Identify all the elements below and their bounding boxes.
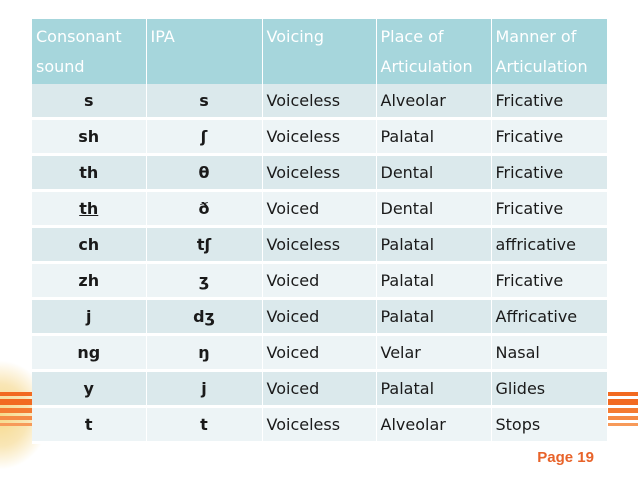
header-consonant-sound: Consonant sound bbox=[32, 19, 146, 84]
table-row bbox=[32, 155, 607, 191]
cell-voicing: Voiced bbox=[262, 371, 376, 407]
cell-sound: th bbox=[32, 191, 146, 227]
cell-ipa: tʃ bbox=[146, 227, 262, 263]
cell-manner: Fricative bbox=[491, 191, 607, 227]
cell-place: Alveolar bbox=[376, 84, 491, 119]
cell-manner: affricative bbox=[491, 227, 607, 263]
table-row bbox=[32, 191, 607, 227]
header-voicing: Voicing bbox=[262, 19, 376, 84]
header-ipa: IPA bbox=[146, 19, 262, 84]
cell-voicing: Voiced bbox=[262, 335, 376, 371]
table-row bbox=[32, 227, 607, 263]
cell-sound: sh bbox=[32, 119, 146, 155]
cell-ipa: ʒ bbox=[146, 263, 262, 299]
table-row bbox=[32, 335, 607, 371]
cell-manner: Fricative bbox=[491, 155, 607, 191]
cell-ipa: j bbox=[146, 371, 262, 407]
page-number: Page 19 bbox=[537, 449, 594, 466]
cell-voicing: Voiced bbox=[262, 299, 376, 335]
cell-sound: t bbox=[32, 407, 146, 443]
cell-voicing: Voiceless bbox=[262, 119, 376, 155]
cell-ipa: t bbox=[146, 407, 262, 443]
cell-ipa: ŋ bbox=[146, 335, 262, 371]
cell-place: Palatal bbox=[376, 371, 491, 407]
cell-sound: zh bbox=[32, 263, 146, 299]
cell-sound: s bbox=[32, 84, 146, 119]
cell-sound: y bbox=[32, 371, 146, 407]
cell-voicing: Voiced bbox=[262, 191, 376, 227]
cell-ipa: ð bbox=[146, 191, 262, 227]
cell-ipa: θ bbox=[146, 155, 262, 191]
table-row bbox=[32, 263, 607, 299]
cell-voicing: Voiceless bbox=[262, 155, 376, 191]
cell-manner: Glides bbox=[491, 371, 607, 407]
cell-sound: ch bbox=[32, 227, 146, 263]
table-row bbox=[32, 407, 607, 443]
cell-place: Alveolar bbox=[376, 407, 491, 443]
cell-place: Palatal bbox=[376, 227, 491, 263]
cell-manner: Stops bbox=[491, 407, 607, 443]
cell-manner: Fricative bbox=[491, 119, 607, 155]
cell-voicing: Voiceless bbox=[262, 407, 376, 443]
cell-ipa: s bbox=[146, 84, 262, 119]
cell-manner: Fricative bbox=[491, 263, 607, 299]
cell-place: Palatal bbox=[376, 263, 491, 299]
header-manner: Manner of Articulation bbox=[491, 19, 607, 84]
cell-sound: j bbox=[32, 299, 146, 335]
cell-place: Dental bbox=[376, 191, 491, 227]
consonant-table bbox=[32, 19, 608, 444]
header-place: Place of Articulation bbox=[376, 19, 491, 84]
cell-ipa: ʃ bbox=[146, 119, 262, 155]
cell-voicing: Voiced bbox=[262, 263, 376, 299]
table-row bbox=[32, 119, 607, 155]
table-header-row bbox=[32, 19, 607, 84]
cell-place: Velar bbox=[376, 335, 491, 371]
cell-sound: th bbox=[32, 155, 146, 191]
cell-voicing: Voiceless bbox=[262, 84, 376, 119]
cell-ipa: dʒ bbox=[146, 299, 262, 335]
cell-voicing: Voiceless bbox=[262, 227, 376, 263]
table-row bbox=[32, 371, 607, 407]
cell-manner: Affricative bbox=[491, 299, 607, 335]
cell-sound: ng bbox=[32, 335, 146, 371]
cell-place: Palatal bbox=[376, 299, 491, 335]
cell-manner: Fricative bbox=[491, 84, 607, 119]
table-row bbox=[32, 84, 607, 119]
cell-place: Palatal bbox=[376, 119, 491, 155]
cell-place: Dental bbox=[376, 155, 491, 191]
table-row bbox=[32, 299, 607, 335]
cell-manner: Nasal bbox=[491, 335, 607, 371]
